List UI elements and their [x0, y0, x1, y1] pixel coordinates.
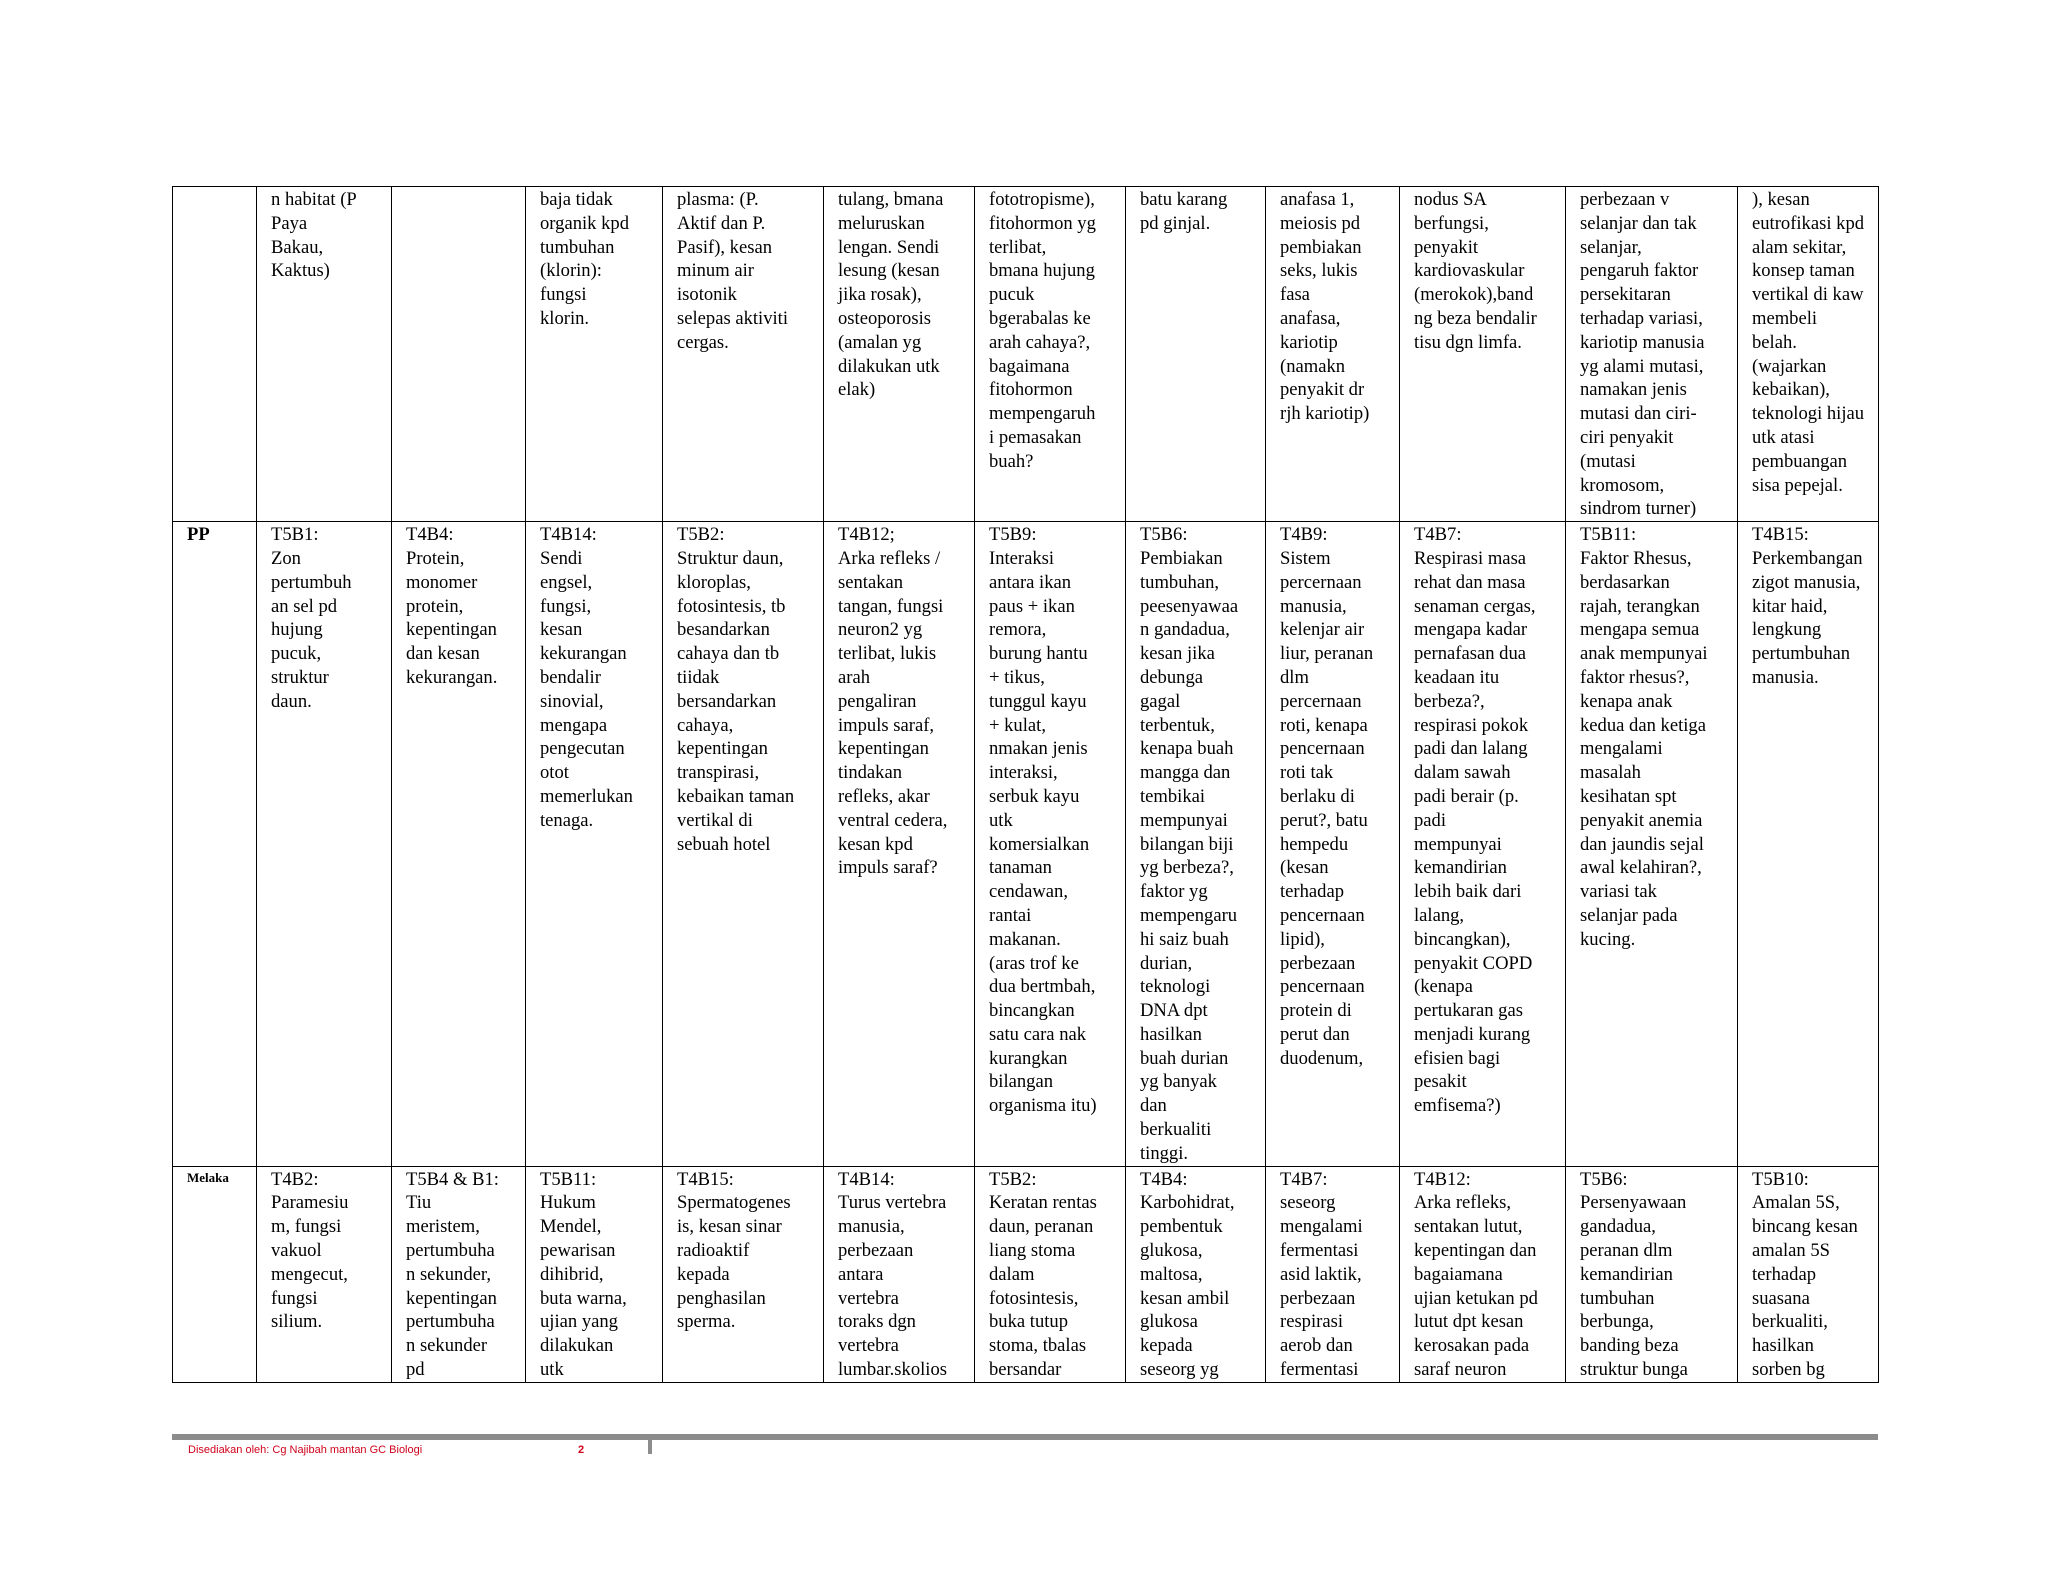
table-cell: T4B14: Turus vertebra manusia, perbezaan antara vertebra toraks dgn vertebra lumbar.skolios: [824, 1166, 975, 1382]
table-cell: T4B7: seseorg mengalami fermentasi asid laktik, perbezaan respirasi aerob dan fermentasi: [1266, 1166, 1400, 1382]
row-label: Melaka: [173, 1166, 257, 1382]
table-cell: T5B2: Struktur daun, kloroplas, fotosintesis, tb besandarkan cahaya dan tb tiidak bersandarkan cahaya, kepentingan transpirasi, kebaikan taman vertikal di sebuah hotel: [663, 522, 824, 1167]
table-cell: T4B15: Spermatogenes is, kesan sinar radioaktif kepada penghasilan sperma.: [663, 1166, 824, 1382]
table-cell: T4B2: Paramesiu m, fungsi vakuol mengecut, fungsi silium.: [257, 1166, 392, 1382]
table-cell: ), kesan eutrofikasi kpd alam sekitar, konsep taman vertikal di kaw membeli belah. (wajarkan kebaikan), teknologi hijau utk atasi pembuangan sisa pepejal.: [1738, 187, 1879, 522]
table-cell: baja tidak organik kpd tumbuhan (klorin): fungsi klorin.: [526, 187, 663, 522]
table-cell: batu karang pd ginjal.: [1126, 187, 1266, 522]
table-row: [173, 187, 1879, 522]
table-cell: T4B9: Sistem percernaan manusia, kelenjar air liur, peranan dlm percernaan roti, kenapa pencernaan roti tak berlaku di perut?, batu hempedu (kesan terhadap pencernaan lipid), perbezaan pencernaan protein di perut dan duodenum,: [1266, 522, 1400, 1167]
table-cell: T5B11: Faktor Rhesus, berdasarkan rajah, terangkan mengapa semua anak mempunyai faktor rhesus?, kenapa anak kedua dan ketiga mengalami masalah kesihatan spt penyakit anemia dan jaundis sejal awal kelahiran?, variasi tak selanjar pada kucing.: [1566, 522, 1738, 1167]
table-cell: T5B1: Zon pertumbuh an sel pd hujung pucuk, struktur daun.: [257, 522, 392, 1167]
table-cell: T5B9: Interaksi antara ikan paus + ikan remora, burung hantu + tikus, tunggul kayu + kulat, nmakan jenis interaksi, serbuk kayu utk komersialkan tanaman cendawan, rantai makanan. (aras trof ke dua bertmbah, bincangkan satu cara nak kurangkan bilangan organisma itu): [975, 522, 1126, 1167]
footer-rule-tick: [648, 1440, 652, 1454]
table-cell: T5B10: Amalan 5S, bincang kesan amalan 5S terhadap suasana berkualiti, hasilkan sorben bg: [1738, 1166, 1879, 1382]
table-cell: T4B4: Protein, monomer protein, kepentingan dan kesan kekurangan.: [392, 522, 526, 1167]
table-cell: nodus SA berfungsi, penyakit kardiovaskular (merokok),band ng beza bendalir tisu dgn limfa.: [1400, 187, 1566, 522]
table-cell: T5B2: Keratan rentas daun, peranan liang stoma dalam fotosintesis, buka tutup stoma, tbalas bersandar: [975, 1166, 1126, 1382]
table-cell: T5B11: Hukum Mendel, pewarisan dihibrid, buta warna, ujian yang dilakukan utk: [526, 1166, 663, 1382]
table-cell: T5B6: Pembiakan tumbuhan, peesenyawaa n gandadua, kesan jika debunga gagal terbentuk, kenapa buah mangga dan tembikai mempunyai bilangan biji yg berbeza?, faktor yg mempengaru hi saiz buah durian, teknologi DNA dpt hasilkan buah durian yg banyak dan berkualiti tinggi.: [1126, 522, 1266, 1167]
table-cell: n habitat (P Paya Bakau, Kaktus): [257, 187, 392, 522]
table-cell: plasma: (P. Aktif dan P. Pasif), kesan minum air isotonik selepas aktiviti cergas.: [663, 187, 824, 522]
footer-rule: [172, 1434, 1878, 1440]
table-row: [173, 522, 1879, 1167]
topics-table: [172, 186, 1879, 1383]
row-label: [173, 187, 257, 522]
table-cell: fototropisme), fitohormon yg terlibat, bmana hujung pucuk bgerabalas ke arah cahaya?, bagaimana fitohormon mempengaruh i pemasakan buah?: [975, 187, 1126, 522]
table-cell: T4B4: Karbohidrat, pembentuk glukosa, maltosa, kesan ambil glukosa kepada seseorg yg: [1126, 1166, 1266, 1382]
table-cell: T4B14: Sendi engsel, fungsi, kesan kekurangan bendalir sinovial, mengapa pengecutan otot memerlukan tenaga.: [526, 522, 663, 1167]
table-cell: tulang, bmana meluruskan lengan. Sendi lesung (kesan jika rosak), osteoporosis (amalan yg dilakukan utk elak): [824, 187, 975, 522]
table-cell: T5B6: Persenyawaan gandadua, peranan dlm kemandirian tumbuhan berbunga, banding beza struktur bunga: [1566, 1166, 1738, 1382]
row-label: PP: [173, 522, 257, 1167]
table-cell: T4B7: Respirasi masa rehat dan masa senaman cergas, mengapa kadar pernafasan dua keadaan itu berbeza?, respirasi pokok padi dan lalang dalam sawah padi berair (p. padi mempunyai kemandirian lebih baik dari lalang, bincangkan), penyakit COPD (kenapa pertukaran gas menjadi kurang efisien bagi pesakit emfisema?): [1400, 522, 1566, 1167]
table-cell: T4B12; Arka refleks / sentakan tangan, fungsi neuron2 yg terlibat, lukis arah pengaliran impuls saraf, kepentingan tindakan refleks, akar ventral cedera, kesan kpd impuls saraf?: [824, 522, 975, 1167]
table-cell: perbezaan v selanjar dan tak selanjar, pengaruh faktor persekitaran terhadap variasi, kariotip manusia yg alami mutasi, namakan jenis mutasi dan ciri- ciri penyakit (mutasi kromosom, sindrom turner): [1566, 187, 1738, 522]
table-cell: anafasa 1, meiosis pd pembiakan seks, lukis fasa anafasa, kariotip (namakn penyakit dr rjh kariotip): [1266, 187, 1400, 522]
table-row: [173, 1166, 1879, 1382]
table-cell: [392, 187, 526, 522]
footer-author: Disediakan oleh: Cg Najibah mantan GC Biologi: [188, 1444, 423, 1456]
table-cell: T4B12: Arka refleks, sentakan lutut, kepentingan dan bagaiamana ujian ketukan pd lutut dpt kesan kerosakan pada saraf neuron: [1400, 1166, 1566, 1382]
page-number: 2: [578, 1444, 585, 1456]
table-cell: T5B4 & B1: Tiu meristem, pertumbuha n sekunder, kepentingan pertumbuha n sekunder pd: [392, 1166, 526, 1382]
table-cell: T4B15: Perkembangan zigot manusia, kitar haid, lengkung pertumbuhan manusia.: [1738, 522, 1879, 1167]
